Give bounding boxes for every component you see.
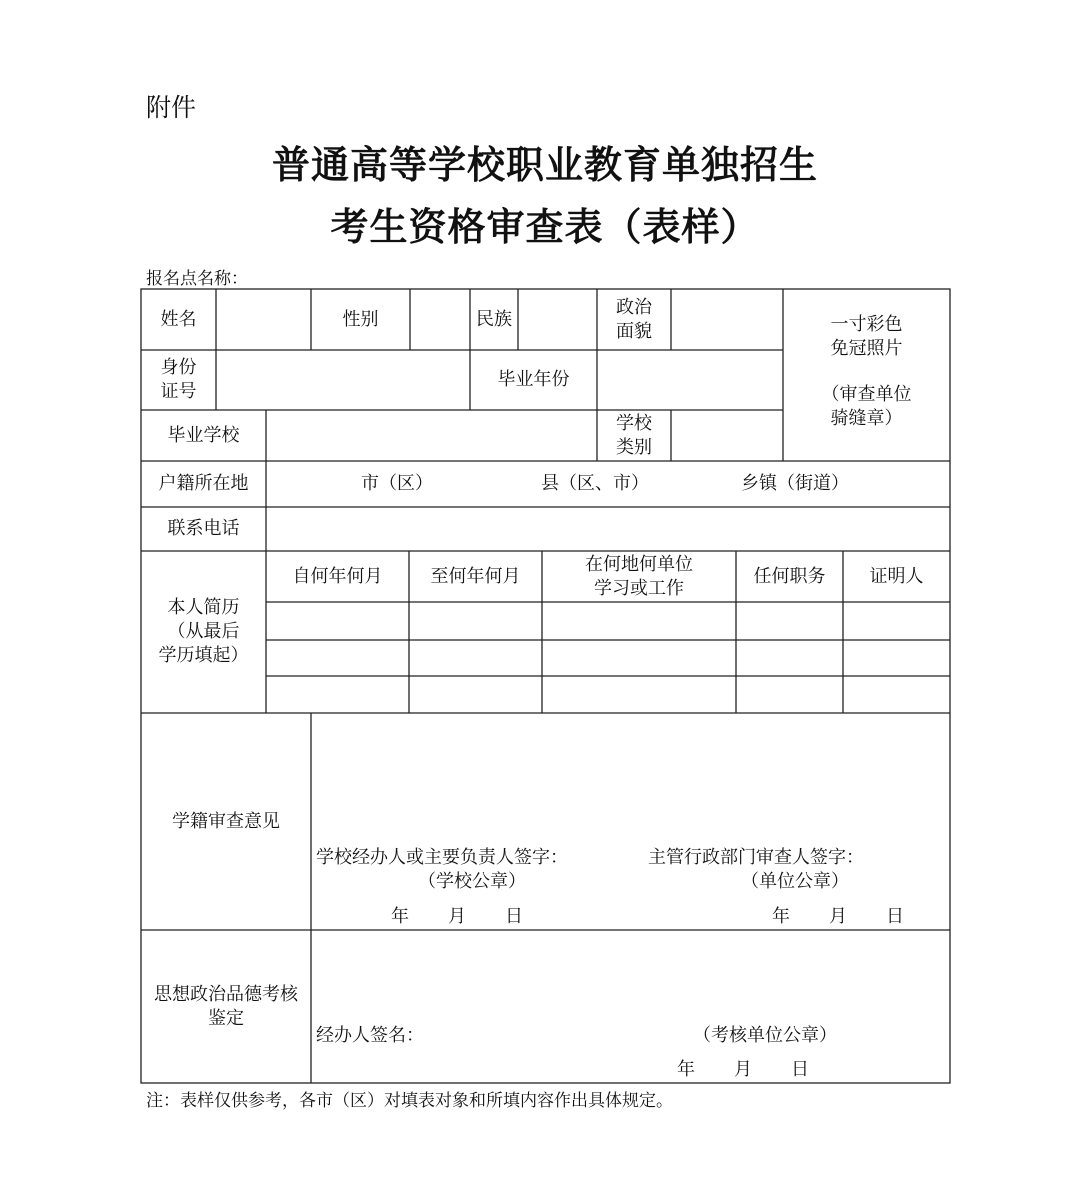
field-name[interactable] bbox=[216, 289, 311, 350]
resume-row-1[interactable] bbox=[266, 602, 950, 640]
photo-line2: 免冠照片 bbox=[830, 338, 903, 359]
label-political-line2: 面貌 bbox=[616, 320, 652, 342]
label-school-type-line1: 学校 bbox=[616, 412, 652, 434]
label-resume-line3: 学历填起） bbox=[158, 645, 249, 666]
domicile-county: 县（区、市） bbox=[541, 473, 649, 494]
registration-station-label: 报名点名称： bbox=[146, 269, 248, 289]
label-political-status bbox=[597, 289, 671, 350]
field-gender[interactable] bbox=[410, 289, 470, 350]
resume-header-post: 任何职务 bbox=[753, 565, 826, 587]
dept-seal-label: （单位公章） bbox=[741, 871, 849, 892]
label-moral-line1: 思想政治品德考核 bbox=[154, 983, 298, 1005]
assess-date-month: 月 bbox=[734, 1059, 752, 1080]
form-title-line1: 普通高等学校职业教育单独招生 bbox=[271, 142, 818, 187]
photo-line1: 一寸彩色 bbox=[830, 314, 903, 335]
label-political-line1: 政治 bbox=[616, 296, 652, 318]
label-status-review: 学籍审查意见 bbox=[172, 810, 280, 832]
domicile-town: 乡镇（街道） bbox=[741, 473, 849, 494]
handler-sign-label: 经办人签名： bbox=[316, 1025, 424, 1046]
field-school-type[interactable] bbox=[671, 410, 783, 461]
label-graduation-year: 毕业年份 bbox=[497, 369, 570, 390]
label-phone: 联系电话 bbox=[167, 518, 240, 539]
photo-line4: 骑缝章） bbox=[830, 408, 903, 429]
assess-date-year: 年 bbox=[677, 1059, 695, 1080]
photo-area bbox=[783, 289, 950, 461]
resume-where-line2: 学习或工作 bbox=[594, 577, 684, 599]
label-moral-line2: 鉴定 bbox=[208, 1007, 244, 1029]
field-graduation-year[interactable] bbox=[597, 350, 783, 410]
resume-row-3[interactable] bbox=[266, 676, 950, 713]
school-seal-label: （学校公章） bbox=[418, 871, 526, 892]
label-school-type-line2: 类别 bbox=[616, 436, 652, 458]
label-name: 姓名 bbox=[160, 308, 197, 330]
school-date-year: 年 bbox=[391, 906, 409, 927]
resume-row-2[interactable] bbox=[266, 640, 950, 676]
label-moral-assessment bbox=[141, 930, 311, 1083]
domicile-city: 市（区） bbox=[361, 473, 433, 494]
field-ethnicity[interactable] bbox=[518, 289, 597, 350]
label-domicile: 户籍所在地 bbox=[158, 473, 249, 494]
label-resume-line2: （从最后 bbox=[167, 621, 240, 642]
dept-date-day: 日 bbox=[886, 906, 904, 927]
school-date-day: 日 bbox=[505, 906, 523, 927]
dept-date-month: 月 bbox=[829, 906, 847, 927]
label-graduation-school: 毕业学校 bbox=[167, 424, 240, 446]
field-phone[interactable] bbox=[266, 507, 950, 551]
label-id-line1: 身份 bbox=[160, 357, 197, 378]
photo-line3: （审查单位 bbox=[821, 384, 912, 405]
resume-header-from: 自何年何月 bbox=[292, 565, 383, 587]
label-resume-line1: 本人简历 bbox=[167, 597, 240, 618]
field-graduation-school[interactable] bbox=[266, 410, 597, 461]
school-sign-label: 学校经办人或主要负责人签字： bbox=[316, 847, 568, 868]
footer-note: 注：表样仅供参考，各市（区）对填表对象和所填内容作出具体规定。 bbox=[146, 1091, 673, 1111]
school-date-month: 月 bbox=[448, 906, 466, 927]
dept-sign-label: 主管行政部门审查人签字： bbox=[648, 847, 864, 868]
resume-header-where bbox=[542, 551, 736, 602]
resume-where-line1: 在何地何单位 bbox=[585, 553, 693, 575]
dept-date-year: 年 bbox=[772, 906, 790, 927]
assess-seal-label: （考核单位公章） bbox=[693, 1025, 837, 1046]
resume-header-to: 至何年何月 bbox=[430, 565, 521, 587]
label-id-line2: 证号 bbox=[160, 381, 197, 402]
label-school-type bbox=[597, 410, 671, 461]
resume-header-witness: 证明人 bbox=[869, 565, 924, 587]
label-resume bbox=[141, 551, 266, 713]
label-id-number bbox=[141, 350, 216, 410]
label-gender: 性别 bbox=[342, 308, 379, 330]
field-id-number[interactable] bbox=[216, 350, 470, 410]
field-political-status[interactable] bbox=[671, 289, 783, 350]
assess-date-day: 日 bbox=[791, 1059, 809, 1080]
attachment-label: 附件 bbox=[146, 93, 197, 122]
label-ethnicity: 民族 bbox=[476, 308, 512, 330]
form-title-line2: 考生资格审查表（表样） bbox=[330, 204, 760, 249]
